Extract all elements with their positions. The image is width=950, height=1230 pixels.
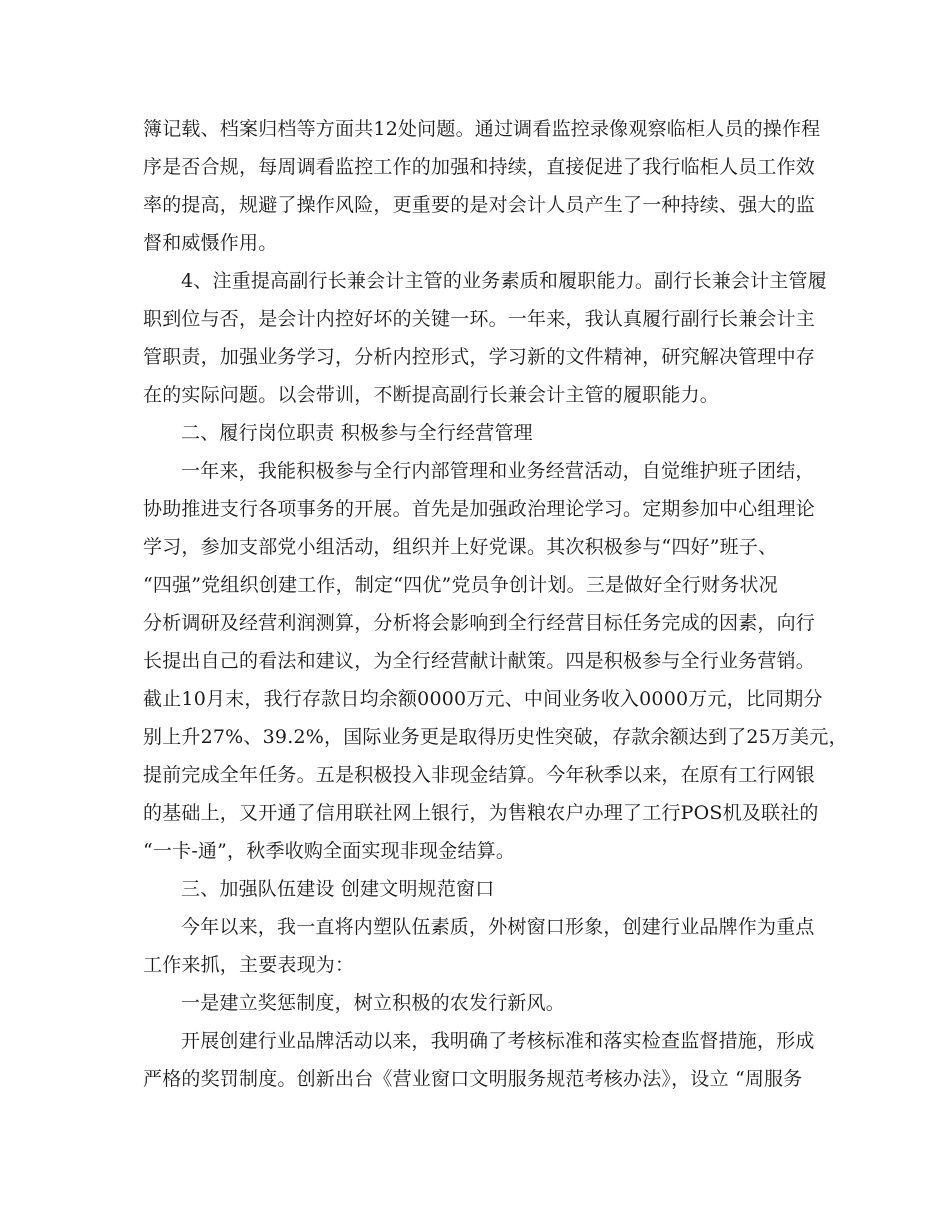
text-line: 提前完成全年任务。五是积极投入非现金结算。今年秋季以来，在原有工行网银	[143, 764, 816, 786]
text-line: 长提出自己的看法和建议，为全行经营献计献策。四是积极参与全行业务营销。	[143, 650, 816, 672]
text-line: 一是建立奖惩制度，树立积极的农发行新风。	[181, 992, 566, 1014]
text-line: 工作来抓，主要表现为：	[143, 954, 355, 976]
text-line: 分析调研及经营利润测算，分析将会影响到全行经营目标任务完成的因素，向行	[143, 612, 816, 634]
text-line: “四强”党组织创建工作，制定“四优”党员争创计划。三是做好全行财务状况	[143, 574, 778, 596]
text-line: 4、注重提高副行长兼会计主管的业务素质和履职能力。副行长兼会计主管履	[181, 270, 827, 292]
text-line: 簿记载、档案归档等方面共12处问题。通过调看监控录像观察临柜人员的操作程	[143, 118, 821, 140]
text-line: “一卡-通”，秋季收购全面实现非现金结算。	[143, 840, 516, 862]
text-line: 严格的奖罚制度。创新出台《营业窗口文明服务规范考核办法》，设立 “周服务	[143, 1068, 803, 1090]
text-line: 职到位与否，是会计内控好坏的关键一环。一年来，我认真履行副行长兼会计主	[143, 308, 816, 330]
text-line: 督和威慑作用。	[143, 232, 278, 254]
text-line: 的基础上，又开通了信用联社网上银行，为售粮农户办理了工行POS机及联社的	[143, 802, 819, 824]
text-line: 学习，参加支部党小组活动，组织并上好党课。其次积极参与“四好”班子、	[143, 536, 778, 558]
text-line: 开展创建行业品牌活动以来，我明确了考核标准和落实检查监督措施，形成	[181, 1030, 815, 1052]
section-heading: 二、履行岗位职责 积极参与全行经营管理	[181, 422, 533, 444]
text-line: 序是否合规，每周调看监控工作的加强和持续，直接促进了我行临柜人员工作效	[143, 156, 816, 178]
text-line: 别上升27%、39.2%，国际业务更是取得历史性突破，存款余额达到了25万美元，	[143, 726, 848, 748]
text-line: 率的提高，规避了操作风险，更重要的是对会计人员产生了一种持续、强大的监	[143, 194, 816, 216]
text-line: 管职责，加强业务学习，分析内控形式，学习新的文件精神，研究解决管理中存	[143, 346, 816, 368]
text-line: 今年以来，我一直将内塑队伍素质，外树窗口形象，创建行业品牌作为重点	[181, 916, 815, 938]
text-line: 截止10月末，我行存款日均余额0000万元、中间业务收入0000万元，比同期分	[143, 688, 823, 710]
text-line: 一年来，我能积极参与全行内部管理和业务经营活动，自觉维护班子团结，	[181, 460, 815, 482]
text-line: 协助推进支行各项事务的开展。首先是加强政治理论学习。定期参加中心组理论	[143, 498, 816, 520]
section-heading: 三、加强队伍建设 创建文明规范窗口	[181, 878, 495, 900]
text-line: 在的实际问题。以会带训，不断提高副行长兼会计主管的履职能力。	[143, 384, 720, 406]
